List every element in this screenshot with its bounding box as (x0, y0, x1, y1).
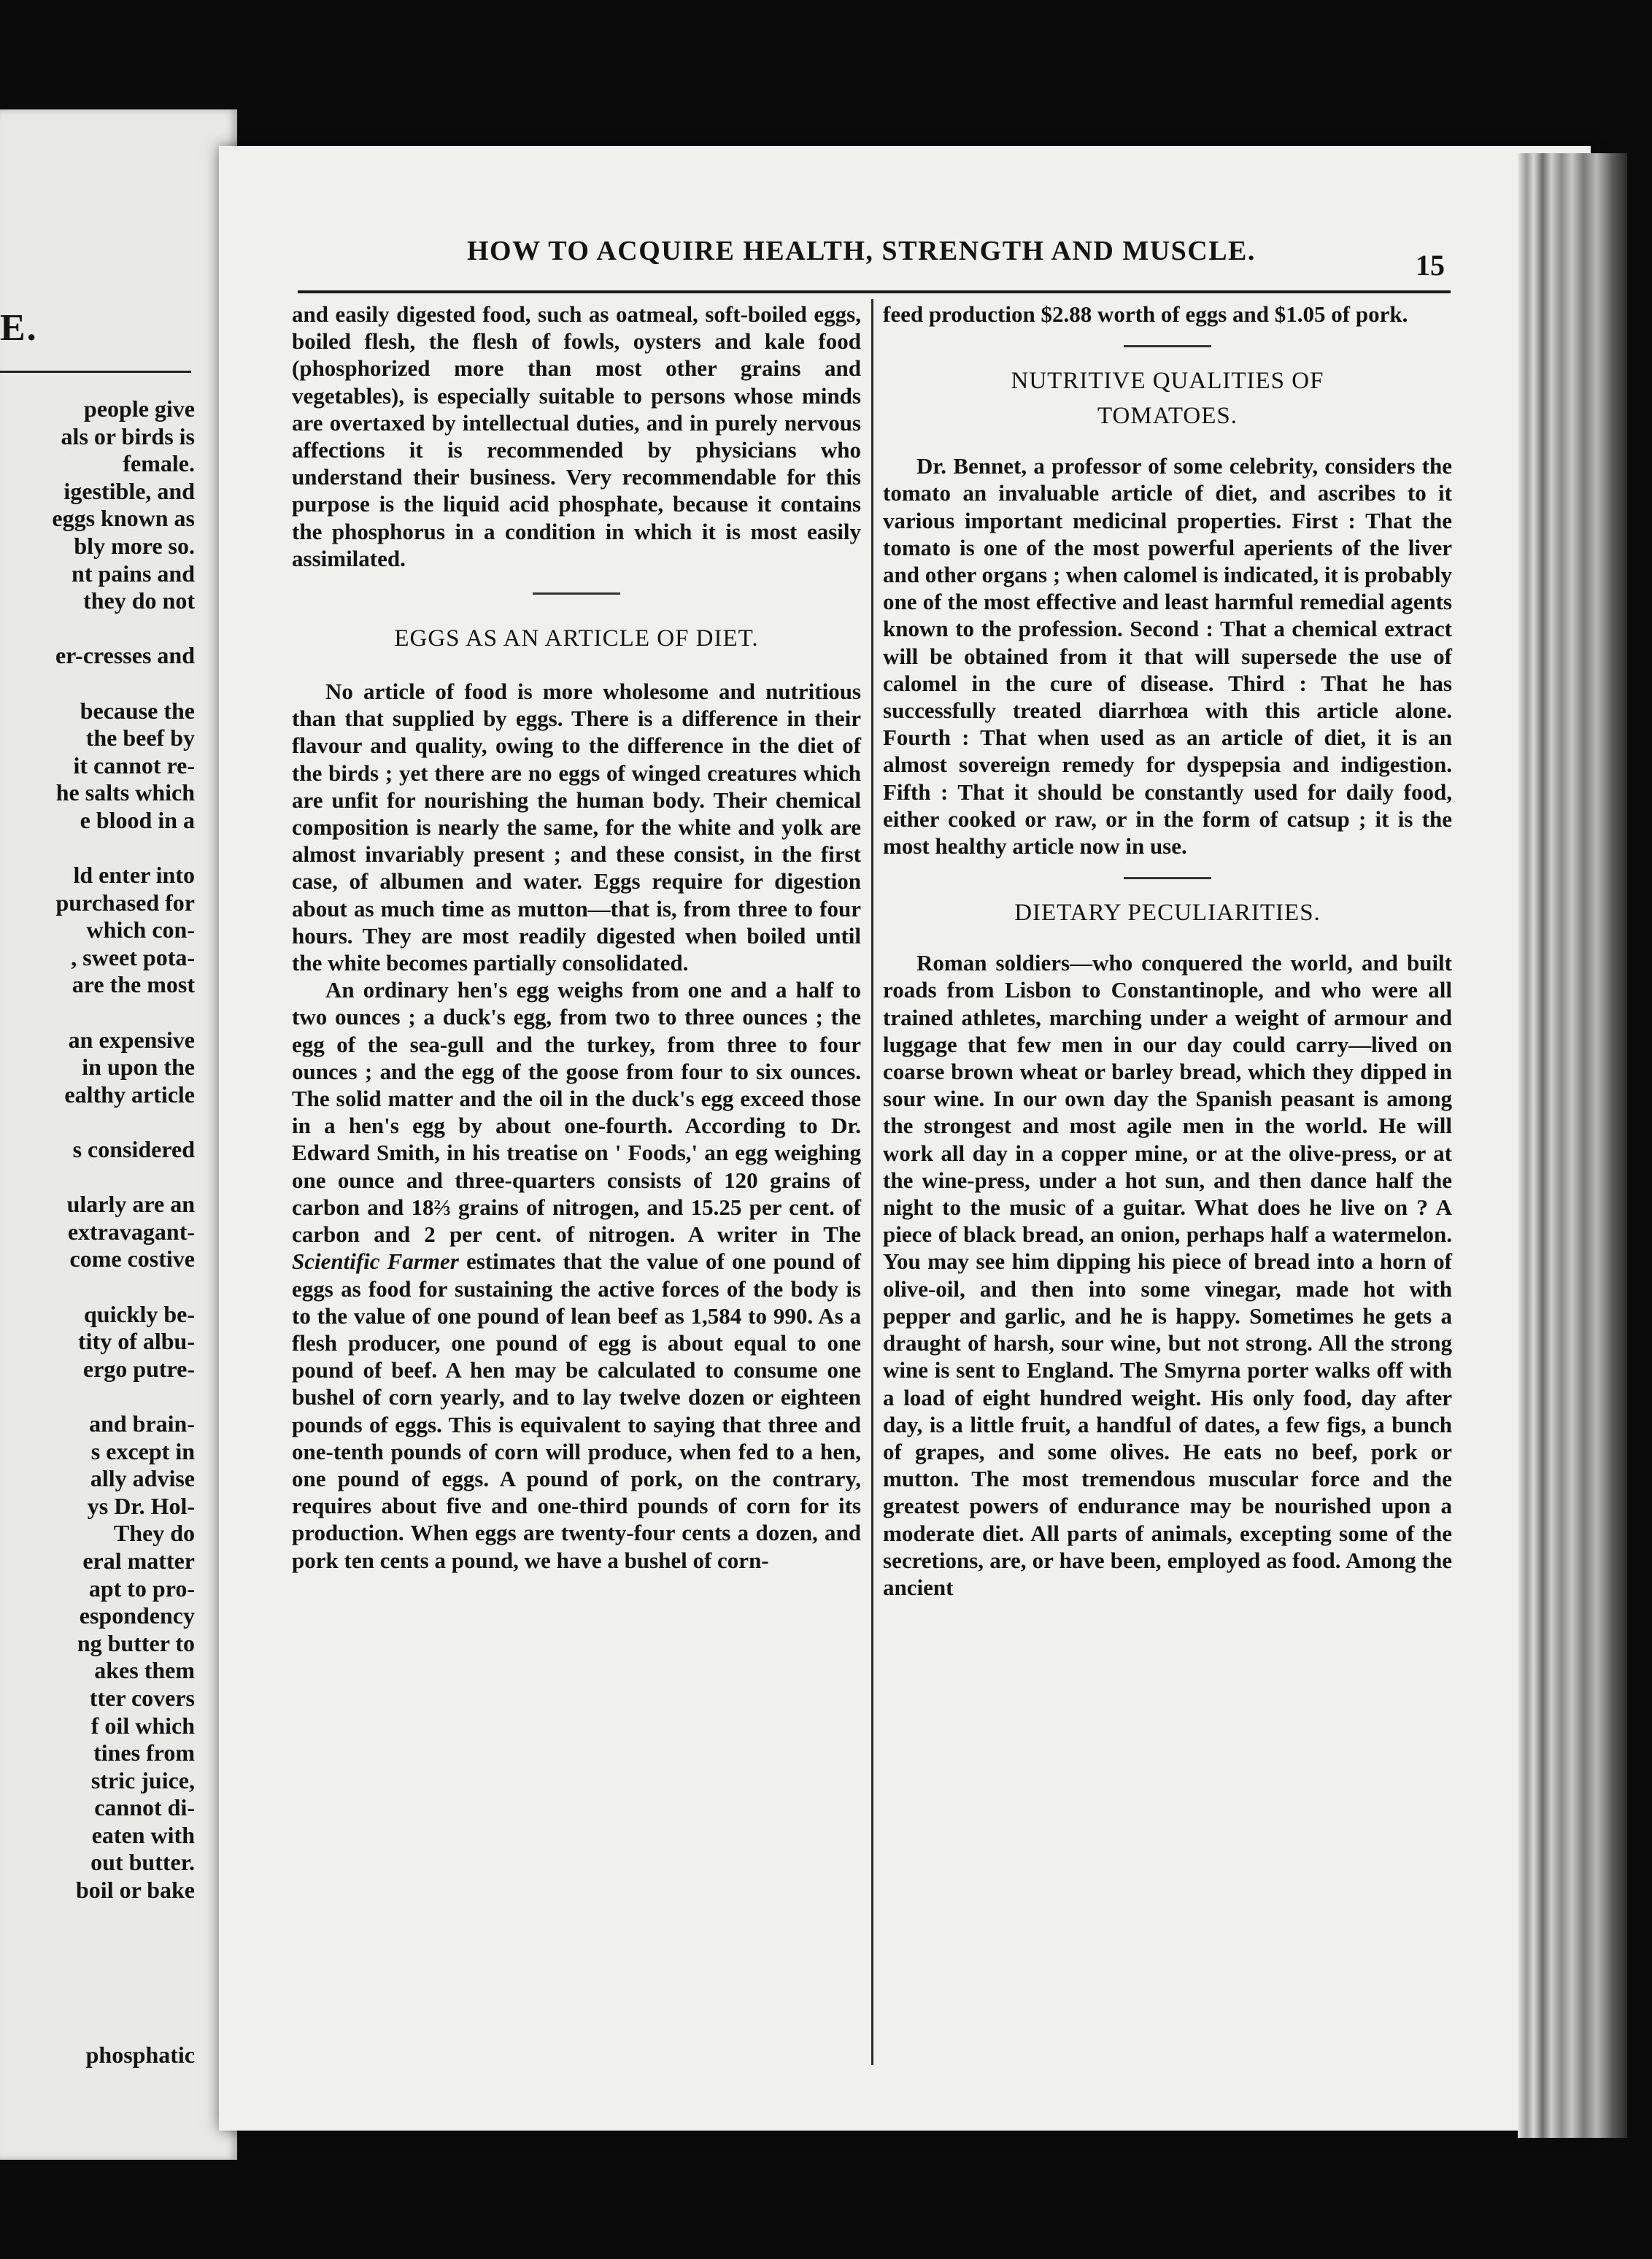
previous-page-line: eral matter (82, 1547, 195, 1574)
previous-page-line (4, 999, 195, 1027)
previous-page-line (4, 1164, 195, 1192)
previous-page (0, 109, 237, 2160)
tomatoes-paragraph: Dr. Bennet, a professor of some celebrity, considers the tomato an invaluable article of diet, and ascribes to it various important medicinal properties. First : That the tomato is one of the most powerful aperients of the liver and other organs ; when calomel is indicated, it is probably one of the most effective and least harmful remedial agents known to the profession. Second : That a chemical extract will be obtained from it that will supersede the use of calomel in the cure of disease. Third : That he has successfully treated diarrhœa with this article alone. Fourth : That when used as an article of diet, it is an almost sovereign remedy for dyspepsia and indigestion. Fifth : That it should be constantly used for daily food, either cooked or raw, or in the form of catsup ; it is the most healthy article now in use. (883, 453, 1452, 860)
previous-page-line: are the most (72, 971, 195, 998)
previous-page-line: s except in (90, 1437, 195, 1464)
previous-page-line: e blood in a (80, 806, 195, 833)
previous-page-line: ally advise (90, 1465, 195, 1492)
previous-page-line (4, 1108, 195, 1136)
previous-page-line (4, 835, 195, 862)
eggs-paragraph-2-part-a: An ordinary hen's egg weighs from one and a half to two ounces ; a duck's egg, from two to three ounces ; the egg of the sea-gull and the turkey, from three to four ounces ; and the egg of the goose from four to six ounces. The solid matter and the oil in the duck's egg exceed those in a hen's egg by about one-fourth. According to Dr. Edward Smith, in his treatise on ' Foods,' an egg weighing one ounce and three-quarters consists of 120 grains of carbon and 18⅔ grains of nitrogen, and 15.25 per cent. of carbon and 2 per cent. of nitrogen. A writer in The (292, 977, 861, 1248)
previous-page-line: stric juice, (90, 1766, 195, 1793)
previous-page-line: people give (84, 395, 195, 422)
previous-page-line: and brain- (89, 1410, 195, 1437)
previous-page-line: cannot di- (94, 1794, 195, 1821)
eggs-paragraph-2 (292, 976, 861, 1573)
previous-page-line: eggs known as (52, 505, 195, 532)
previous-page-text (4, 395, 195, 2069)
previous-page-line: s considered (72, 1136, 195, 1163)
previous-page-line: out butter. (90, 1849, 195, 1876)
header-rule (298, 290, 1451, 293)
previous-page-line: eaten with (91, 1821, 195, 1848)
previous-page-line: ys Dr. Hol- (87, 1492, 195, 1519)
eggs-paragraph-2-part-b: estimates that the value of one pound of eggs as food for sustaining the active forces of the body is to the value of one pound of lean beef as 1,584 to 990. As a flesh producer, one pound of egg is about equal to one pound of beef. A hen may be calculated to consume one bushel of corn yearly, and to lay twelve dozen or eighteen pounds of eggs. This is equivalent to saying that three and one-tenth pounds of corn will produce, when fed to a hen, one pound of eggs. A pound of pork, on the contrary, requires about five and one-third pounds of corn for its production. When eggs are twenty-four cents a dozen, and pork ten cents a pound, we have a bushel of corn- (292, 1248, 861, 1573)
previous-page-line: an expensive (68, 1026, 195, 1053)
section-heading-tomatoes-line-1: NUTRITIVE QUALITIES OF (1011, 368, 1324, 395)
previous-page-line: ealthy article (64, 1081, 195, 1108)
page-edge-stack (1518, 153, 1627, 2138)
previous-page-line: espondency (79, 1602, 195, 1629)
previous-page-line: als or birds is (61, 422, 195, 449)
previous-page-line: apt to pro- (88, 1575, 195, 1602)
column-divider (871, 299, 873, 2065)
previous-page-line (4, 1959, 195, 1987)
previous-page-line: f oil which (90, 1712, 195, 1739)
section-heading-tomatoes-line-2: TOMATOES. (1097, 403, 1238, 430)
previous-page-line: purchased for (55, 889, 195, 916)
continued-paragraph-right: feed production $2.88 worth of eggs and $1.05 of pork. (883, 301, 1408, 327)
previous-page-line: female. (123, 450, 195, 477)
previous-page-line (4, 670, 195, 698)
previous-page-line (4, 1986, 195, 2014)
section-rule (533, 592, 620, 595)
previous-page-line (4, 615, 195, 643)
previous-page-line (4, 1383, 195, 1410)
previous-page-line (4, 1273, 195, 1301)
page-number: 15 (1416, 249, 1445, 282)
previous-page-header-fragment: E. (0, 307, 38, 349)
section-rule-right (1124, 345, 1211, 347)
section-rule-right-2 (1124, 877, 1211, 879)
previous-page-line: which con- (86, 916, 195, 943)
previous-page-line: because the (80, 697, 195, 724)
previous-page-line: bly more so. (74, 532, 195, 559)
previous-page-line: nt pains and (72, 560, 195, 587)
previous-page-line: ularly are an (66, 1191, 195, 1218)
previous-page-line: the beef by (85, 725, 195, 752)
previous-page-line: er-cresses and (55, 642, 195, 669)
previous-page-line: , sweet pota- (71, 943, 195, 970)
previous-page-line: boil or bake (76, 1877, 195, 1904)
left-column (292, 301, 861, 1574)
previous-page-line (4, 1931, 195, 1959)
previous-page-line: ergo putre- (82, 1355, 195, 1382)
right-column (883, 301, 1452, 1601)
previous-page-line (4, 2014, 195, 2042)
previous-page-line: ld enter into (73, 862, 195, 889)
previous-page-line: tines from (93, 1739, 195, 1766)
previous-page-line: ng butter to (77, 1629, 195, 1656)
eggs-paragraph-1: No article of food is more wholesome and nutritious than that supplied by eggs. There is a difference in their flavour and quality, owing to the difference in the diet of the birds ; yet there are no eggs of winged creatures which are unfit for nourishing the human body. Their chemical composition is nearly the same, for the white and yolk are almost invariably present ; and these consist, in the first case, of albumen and water. Eggs require for digestion about as much time as mutton—that is, from three to four hours. They are most readily digested when boiled until the white becomes partially consolidated. (292, 679, 861, 976)
section-heading-dietary: DIETARY PECULIARITIES. (1014, 900, 1321, 927)
previous-page-line: they do not (83, 587, 195, 614)
previous-page-line: phosphatic (85, 2041, 195, 2068)
previous-page-line: it cannot re- (73, 752, 195, 779)
section-heading-eggs: EGGS AS AN ARTICLE OF DIET. (394, 625, 759, 652)
previous-page-line: quickly be- (83, 1300, 195, 1327)
running-head: HOW TO ACQUIRE HEALTH, STRENGTH AND MUSCLE. (467, 236, 1256, 266)
previous-page-line: he salts which (55, 779, 195, 806)
previous-page-line: in upon the (82, 1054, 195, 1081)
previous-page-line: come costive (69, 1246, 195, 1273)
previous-page-line: They do (113, 1520, 195, 1547)
previous-page-line: igestible, and (63, 477, 195, 504)
dietary-paragraph: Roman soldiers—who conquered the world, and built roads from Lisbon to Constantinople, and who were all trained athletes, marching under a weight of armour and luggage that few men in our day could carry—lived on coarse brown wheat or barley bread, which they dipped in sour wine. In our own day the Spanish peasant is among the strongest and most agile men in the world. He will work all day in a copper mine, or at the olive-press, or at the wine-press, under a hot sun, and then dance half the night to the music of a guitar. What does he live on ? A piece of black bread, an onion, perhaps half a watermelon. You may see him dipping his piece of bread into a horn of olive-oil, and then into some vinegar, made hot with pepper and garlic, and he is happy. Sometimes he gets a draught of harsh, sour wine, but not strong. All the strong wine is sent to England. The Smyrna porter walks off with a load of eight hundred weight. His only food, day after day, is a little fruit, a handful of dates, a few figs, a bunch of grapes, and some olives. He eats no beef, pork or mutton. The most tremendous muscular force and the greatest powers of endurance may be nourished upon a moderate diet. All parts of animals, excepting some of the secretions, are, or have been, employed as food. Among the ancient (883, 950, 1452, 1600)
eggs-paragraph-2-publication: Scientific Farmer (292, 1248, 459, 1275)
continued-paragraph: and easily digested food, such as oatmeal, soft-boiled eggs, boiled flesh, the flesh of fowls, oysters and kale food (phosphorized more than most other grains and vegetables), is especially suitable to persons whose minds are overtaxed by intellectual duties, and in purely nervous affections it is recommended by physicians who understand their business. Very recommendable for this purpose is the liquid acid phosphate, because it contains the phosphorus in a condition in which it is most easily assimilated. (292, 301, 861, 571)
previous-page-line: extravagant- (67, 1218, 195, 1245)
previous-page-line (4, 1904, 195, 1932)
previous-page-rule (0, 371, 191, 373)
previous-page-line: akes them (94, 1657, 195, 1684)
previous-page-line: tter covers (89, 1684, 195, 1711)
previous-page-line: tity of albu- (78, 1328, 195, 1355)
